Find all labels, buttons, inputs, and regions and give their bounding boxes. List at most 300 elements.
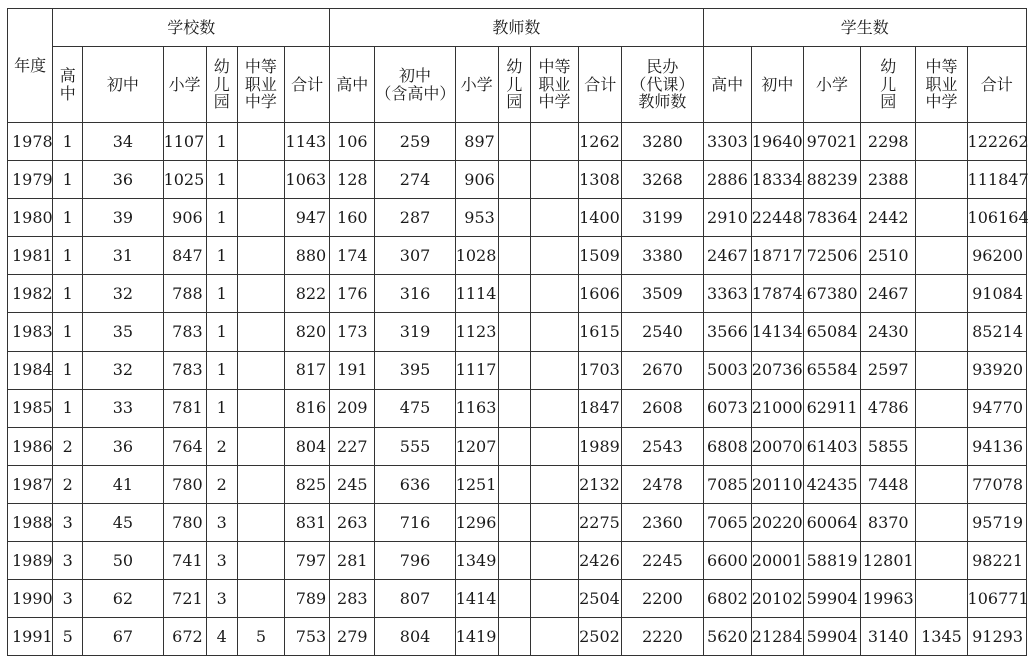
school-value-cell: 2 <box>206 427 237 465</box>
teacher-value-cell: 128 <box>330 161 375 199</box>
teacher-value-cell <box>530 542 578 580</box>
student-value-cell <box>916 351 967 389</box>
teacher-value-cell: 2132 <box>579 465 622 503</box>
student-value-cell: 65084 <box>803 313 860 351</box>
school-value-cell: 1143 <box>285 123 330 161</box>
student-value-cell <box>916 199 967 237</box>
school-value-cell: 764 <box>163 427 206 465</box>
school-value-cell <box>237 161 284 199</box>
student-value-cell: 2442 <box>861 199 916 237</box>
student-col-header: 合计 <box>967 47 1026 123</box>
student-value-cell: 14134 <box>751 313 803 351</box>
teacher-col-header: 民办 （代课） 教师数 <box>622 47 703 123</box>
school-value-cell: 4 <box>206 618 237 656</box>
school-value-cell: 906 <box>163 199 206 237</box>
student-value-cell: 19640 <box>751 123 803 161</box>
school-value-cell: 822 <box>285 275 330 313</box>
school-value-cell: 32 <box>83 351 163 389</box>
teacher-value-cell <box>498 275 530 313</box>
student-value-cell: 20001 <box>751 542 803 580</box>
school-value-cell: 1 <box>206 313 237 351</box>
school-value-cell: 817 <box>285 351 330 389</box>
teacher-value-cell <box>498 313 530 351</box>
school-value-cell: 831 <box>285 503 330 541</box>
student-col-header: 初中 <box>751 47 803 123</box>
school-value-cell: 880 <box>285 237 330 275</box>
student-value-cell: 2510 <box>861 237 916 275</box>
teacher-col-header: 高中 <box>330 47 375 123</box>
student-value-cell: 58819 <box>803 542 860 580</box>
teacher-value-cell: 3509 <box>622 275 703 313</box>
school-value-cell: 1 <box>206 199 237 237</box>
student-value-cell: 1345 <box>916 618 967 656</box>
student-value-cell <box>916 389 967 427</box>
school-value-cell: 36 <box>83 161 163 199</box>
student-value-cell <box>916 580 967 618</box>
school-value-cell: 1 <box>206 351 237 389</box>
school-value-cell: 1 <box>53 237 83 275</box>
table-row <box>8 427 1027 465</box>
header-school-count: 学校数 <box>53 9 330 47</box>
school-value-cell: 33 <box>83 389 163 427</box>
teacher-value-cell: 2478 <box>622 465 703 503</box>
student-value-cell <box>916 427 967 465</box>
teacher-value-cell <box>498 199 530 237</box>
student-value-cell: 17874 <box>751 275 803 313</box>
teacher-value-cell: 281 <box>330 542 375 580</box>
student-value-cell: 20102 <box>751 580 803 618</box>
student-value-cell <box>916 237 967 275</box>
table-row <box>8 199 1027 237</box>
school-col-header: 小学 <box>163 47 206 123</box>
student-value-cell: 67380 <box>803 275 860 313</box>
teacher-value-cell <box>498 123 530 161</box>
school-value-cell: 672 <box>163 618 206 656</box>
teacher-value-cell: 176 <box>330 275 375 313</box>
teacher-value-cell: 1028 <box>455 237 498 275</box>
student-value-cell: 60064 <box>803 503 860 541</box>
student-col-header: 中等 职业 中学 <box>916 47 967 123</box>
school-value-cell: 753 <box>285 618 330 656</box>
teacher-col-header: 初中 （含高中） <box>375 47 455 123</box>
student-value-cell: 106771 <box>967 580 1026 618</box>
teacher-value-cell: 1207 <box>455 427 498 465</box>
teacher-value-cell: 2670 <box>622 351 703 389</box>
teacher-value-cell: 2220 <box>622 618 703 656</box>
student-value-cell: 6802 <box>703 580 751 618</box>
table-row <box>8 351 1027 389</box>
table-row <box>8 237 1027 275</box>
student-value-cell: 2388 <box>861 161 916 199</box>
school-value-cell: 788 <box>163 275 206 313</box>
student-value-cell: 7065 <box>703 503 751 541</box>
table-row <box>8 503 1027 541</box>
teacher-value-cell: 2543 <box>622 427 703 465</box>
school-value-cell: 34 <box>83 123 163 161</box>
student-value-cell: 12801 <box>861 542 916 580</box>
school-col-header: 幼 儿 园 <box>206 47 237 123</box>
teacher-value-cell: 316 <box>375 275 455 313</box>
table-row <box>8 389 1027 427</box>
teacher-value-cell: 245 <box>330 465 375 503</box>
teacher-value-cell <box>498 580 530 618</box>
school-value-cell: 31 <box>83 237 163 275</box>
school-value-cell <box>237 351 284 389</box>
student-value-cell: 5620 <box>703 618 751 656</box>
teacher-value-cell: 1400 <box>579 199 622 237</box>
school-value-cell <box>237 503 284 541</box>
school-value-cell: 1 <box>206 123 237 161</box>
school-value-cell: 2 <box>206 465 237 503</box>
school-value-cell: 67 <box>83 618 163 656</box>
teacher-value-cell: 1509 <box>579 237 622 275</box>
student-value-cell: 2467 <box>703 237 751 275</box>
school-value-cell: 816 <box>285 389 330 427</box>
school-value-cell <box>237 237 284 275</box>
student-value-cell: 91084 <box>967 275 1026 313</box>
school-value-cell <box>237 465 284 503</box>
school-value-cell: 947 <box>285 199 330 237</box>
teacher-value-cell: 1419 <box>455 618 498 656</box>
student-value-cell: 3140 <box>861 618 916 656</box>
student-value-cell: 6600 <box>703 542 751 580</box>
year-cell: 1983 <box>8 313 53 351</box>
teacher-value-cell <box>498 503 530 541</box>
school-value-cell: 1 <box>53 313 83 351</box>
student-value-cell: 22448 <box>751 199 803 237</box>
teacher-value-cell: 1123 <box>455 313 498 351</box>
student-value-cell: 18717 <box>751 237 803 275</box>
student-value-cell: 88239 <box>803 161 860 199</box>
teacher-value-cell: 555 <box>375 427 455 465</box>
teacher-value-cell: 796 <box>375 542 455 580</box>
teacher-value-cell <box>498 237 530 275</box>
teacher-value-cell: 953 <box>455 199 498 237</box>
student-value-cell: 97021 <box>803 123 860 161</box>
school-value-cell: 780 <box>163 465 206 503</box>
teacher-value-cell: 1615 <box>579 313 622 351</box>
teacher-value-cell: 906 <box>455 161 498 199</box>
teacher-value-cell: 1262 <box>579 123 622 161</box>
header-row-columns <box>8 47 1027 123</box>
teacher-value-cell: 3268 <box>622 161 703 199</box>
student-value-cell: 2298 <box>861 123 916 161</box>
school-value-cell: 32 <box>83 275 163 313</box>
teacher-value-cell: 475 <box>375 389 455 427</box>
teacher-value-cell <box>530 427 578 465</box>
school-value-cell <box>237 123 284 161</box>
table-row <box>8 161 1027 199</box>
teacher-value-cell: 173 <box>330 313 375 351</box>
school-value-cell: 781 <box>163 389 206 427</box>
student-value-cell: 6808 <box>703 427 751 465</box>
teacher-value-cell <box>530 161 578 199</box>
teacher-value-cell <box>530 389 578 427</box>
student-value-cell <box>916 275 967 313</box>
teacher-value-cell <box>530 313 578 351</box>
teacher-value-cell: 2275 <box>579 503 622 541</box>
year-cell: 1987 <box>8 465 53 503</box>
teacher-value-cell: 1414 <box>455 580 498 618</box>
year-cell: 1980 <box>8 199 53 237</box>
school-value-cell <box>237 542 284 580</box>
teacher-value-cell <box>498 389 530 427</box>
teacher-value-cell: 807 <box>375 580 455 618</box>
student-value-cell: 18334 <box>751 161 803 199</box>
teacher-value-cell: 259 <box>375 123 455 161</box>
school-col-header: 中等 职业 中学 <box>237 47 284 123</box>
student-value-cell <box>916 503 967 541</box>
teacher-value-cell: 395 <box>375 351 455 389</box>
school-value-cell: 1 <box>53 161 83 199</box>
school-value-cell: 5 <box>53 618 83 656</box>
student-value-cell: 78364 <box>803 199 860 237</box>
school-col-header: 初中 <box>83 47 163 123</box>
education-statistics-table <box>7 8 1027 656</box>
student-value-cell: 2597 <box>861 351 916 389</box>
student-value-cell: 94770 <box>967 389 1026 427</box>
student-value-cell: 96200 <box>967 237 1026 275</box>
student-value-cell <box>916 313 967 351</box>
teacher-value-cell: 2504 <box>579 580 622 618</box>
school-value-cell: 1 <box>53 389 83 427</box>
teacher-value-cell: 106 <box>330 123 375 161</box>
teacher-value-cell: 2540 <box>622 313 703 351</box>
school-value-cell: 3 <box>206 580 237 618</box>
teacher-value-cell <box>530 199 578 237</box>
teacher-col-header: 小学 <box>455 47 498 123</box>
teacher-value-cell <box>498 427 530 465</box>
student-value-cell: 7448 <box>861 465 916 503</box>
student-value-cell: 5855 <box>861 427 916 465</box>
student-value-cell: 111847 <box>967 161 1026 199</box>
teacher-value-cell <box>498 465 530 503</box>
school-value-cell: 3 <box>206 542 237 580</box>
teacher-value-cell <box>498 618 530 656</box>
header-row-groups <box>8 9 1027 47</box>
student-value-cell: 20110 <box>751 465 803 503</box>
student-value-cell: 91293 <box>967 618 1026 656</box>
school-value-cell: 1 <box>53 123 83 161</box>
teacher-value-cell: 2608 <box>622 389 703 427</box>
year-cell: 1989 <box>8 542 53 580</box>
header-year: 年度 <box>8 9 53 123</box>
teacher-value-cell <box>530 275 578 313</box>
student-value-cell: 4786 <box>861 389 916 427</box>
teacher-value-cell: 1114 <box>455 275 498 313</box>
school-value-cell: 1 <box>206 275 237 313</box>
teacher-value-cell: 191 <box>330 351 375 389</box>
teacher-value-cell: 287 <box>375 199 455 237</box>
table-body <box>8 123 1027 656</box>
teacher-value-cell <box>530 351 578 389</box>
teacher-value-cell: 2426 <box>579 542 622 580</box>
teacher-value-cell: 1847 <box>579 389 622 427</box>
school-value-cell: 804 <box>285 427 330 465</box>
teacher-value-cell: 1308 <box>579 161 622 199</box>
teacher-value-cell: 3280 <box>622 123 703 161</box>
school-value-cell: 783 <box>163 351 206 389</box>
teacher-value-cell: 1117 <box>455 351 498 389</box>
student-value-cell: 61403 <box>803 427 860 465</box>
teacher-value-cell <box>498 161 530 199</box>
teacher-value-cell <box>530 503 578 541</box>
school-value-cell <box>237 275 284 313</box>
student-value-cell: 93920 <box>967 351 1026 389</box>
student-value-cell: 98221 <box>967 542 1026 580</box>
year-cell: 1978 <box>8 123 53 161</box>
school-value-cell: 1 <box>53 275 83 313</box>
teacher-value-cell: 2200 <box>622 580 703 618</box>
teacher-value-cell <box>530 237 578 275</box>
teacher-value-cell: 636 <box>375 465 455 503</box>
school-value-cell: 1 <box>206 389 237 427</box>
year-cell: 1984 <box>8 351 53 389</box>
school-value-cell: 1063 <box>285 161 330 199</box>
student-value-cell <box>916 161 967 199</box>
student-value-cell: 3303 <box>703 123 751 161</box>
teacher-value-cell: 3380 <box>622 237 703 275</box>
teacher-value-cell: 2502 <box>579 618 622 656</box>
school-value-cell: 797 <box>285 542 330 580</box>
school-value-cell: 820 <box>285 313 330 351</box>
school-value-cell: 721 <box>163 580 206 618</box>
year-cell: 1990 <box>8 580 53 618</box>
school-value-cell: 3 <box>53 503 83 541</box>
teacher-value-cell: 804 <box>375 618 455 656</box>
school-value-cell <box>237 313 284 351</box>
school-value-cell: 1 <box>206 237 237 275</box>
table-row <box>8 542 1027 580</box>
teacher-value-cell: 1703 <box>579 351 622 389</box>
student-value-cell: 77078 <box>967 465 1026 503</box>
school-col-header: 合计 <box>285 47 330 123</box>
student-value-cell: 21284 <box>751 618 803 656</box>
student-value-cell: 8370 <box>861 503 916 541</box>
school-value-cell: 789 <box>285 580 330 618</box>
student-value-cell: 3566 <box>703 313 751 351</box>
teacher-value-cell: 274 <box>375 161 455 199</box>
teacher-col-header: 幼 儿 园 <box>498 47 530 123</box>
student-value-cell: 42435 <box>803 465 860 503</box>
teacher-value-cell: 3199 <box>622 199 703 237</box>
table-row <box>8 580 1027 618</box>
student-value-cell: 65584 <box>803 351 860 389</box>
student-value-cell <box>916 123 967 161</box>
school-value-cell: 2 <box>53 427 83 465</box>
school-value-cell: 39 <box>83 199 163 237</box>
school-value-cell: 1 <box>53 199 83 237</box>
student-value-cell: 59904 <box>803 580 860 618</box>
teacher-value-cell: 716 <box>375 503 455 541</box>
school-value-cell: 5 <box>237 618 284 656</box>
school-value-cell: 45 <box>83 503 163 541</box>
student-value-cell: 94136 <box>967 427 1026 465</box>
teacher-value-cell: 897 <box>455 123 498 161</box>
header-teacher-count: 教师数 <box>330 9 703 47</box>
student-value-cell: 7085 <box>703 465 751 503</box>
teacher-value-cell: 160 <box>330 199 375 237</box>
student-value-cell: 20220 <box>751 503 803 541</box>
teacher-col-header: 中等 职业 中学 <box>530 47 578 123</box>
school-value-cell: 2 <box>53 465 83 503</box>
teacher-value-cell: 263 <box>330 503 375 541</box>
school-value-cell: 35 <box>83 313 163 351</box>
teacher-value-cell: 227 <box>330 427 375 465</box>
student-value-cell: 20070 <box>751 427 803 465</box>
school-value-cell: 741 <box>163 542 206 580</box>
teacher-value-cell: 283 <box>330 580 375 618</box>
teacher-value-cell: 174 <box>330 237 375 275</box>
school-col-header: 高 中 <box>53 47 83 123</box>
student-col-header: 高中 <box>703 47 751 123</box>
year-cell: 1991 <box>8 618 53 656</box>
student-value-cell <box>916 465 967 503</box>
teacher-value-cell <box>498 542 530 580</box>
student-value-cell: 106164 <box>967 199 1026 237</box>
student-col-header: 小学 <box>803 47 860 123</box>
school-value-cell: 62 <box>83 580 163 618</box>
student-value-cell: 59904 <box>803 618 860 656</box>
school-value-cell: 1 <box>53 351 83 389</box>
teacher-value-cell <box>530 618 578 656</box>
student-value-cell: 21000 <box>751 389 803 427</box>
year-cell: 1986 <box>8 427 53 465</box>
school-value-cell <box>237 389 284 427</box>
year-cell: 1985 <box>8 389 53 427</box>
school-value-cell: 36 <box>83 427 163 465</box>
teacher-value-cell: 319 <box>375 313 455 351</box>
student-value-cell: 2910 <box>703 199 751 237</box>
teacher-value-cell <box>530 123 578 161</box>
student-value-cell: 6073 <box>703 389 751 427</box>
student-value-cell: 2467 <box>861 275 916 313</box>
student-value-cell: 85214 <box>967 313 1026 351</box>
year-cell: 1979 <box>8 161 53 199</box>
year-cell: 1981 <box>8 237 53 275</box>
teacher-value-cell <box>530 580 578 618</box>
school-value-cell: 847 <box>163 237 206 275</box>
student-value-cell: 20736 <box>751 351 803 389</box>
teacher-value-cell: 279 <box>330 618 375 656</box>
school-value-cell: 3 <box>53 580 83 618</box>
student-value-cell: 2430 <box>861 313 916 351</box>
school-value-cell: 780 <box>163 503 206 541</box>
teacher-value-cell: 1163 <box>455 389 498 427</box>
school-value-cell: 41 <box>83 465 163 503</box>
teacher-value-cell: 2245 <box>622 542 703 580</box>
teacher-value-cell <box>530 465 578 503</box>
teacher-value-cell: 1989 <box>579 427 622 465</box>
teacher-col-header: 合计 <box>579 47 622 123</box>
year-cell: 1982 <box>8 275 53 313</box>
teacher-value-cell: 307 <box>375 237 455 275</box>
school-value-cell: 50 <box>83 542 163 580</box>
school-value-cell <box>237 580 284 618</box>
school-value-cell: 1107 <box>163 123 206 161</box>
student-value-cell: 72506 <box>803 237 860 275</box>
teacher-value-cell: 209 <box>330 389 375 427</box>
student-value-cell: 3363 <box>703 275 751 313</box>
student-value-cell: 62911 <box>803 389 860 427</box>
school-value-cell: 3 <box>206 503 237 541</box>
school-value-cell: 783 <box>163 313 206 351</box>
student-value-cell: 122262 <box>967 123 1026 161</box>
teacher-value-cell: 2360 <box>622 503 703 541</box>
student-value-cell <box>916 542 967 580</box>
teacher-value-cell: 1606 <box>579 275 622 313</box>
table-row <box>8 313 1027 351</box>
